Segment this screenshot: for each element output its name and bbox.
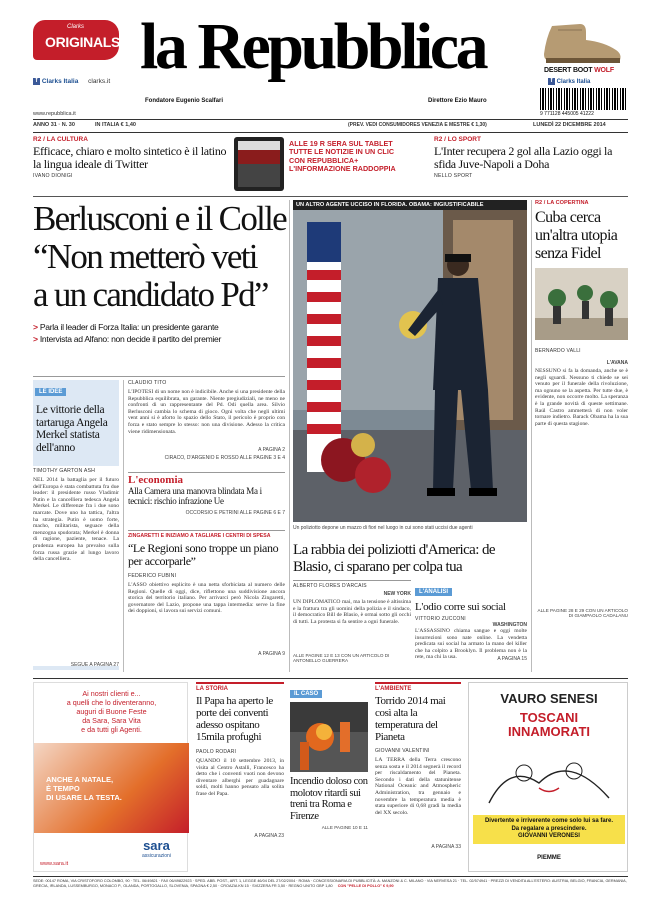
caso-story[interactable] bbox=[290, 682, 368, 872]
sara-logo[interactable] bbox=[142, 838, 171, 859]
issue-date: LUNEDÌ 22 DICEMBRE 2014 bbox=[533, 122, 606, 128]
ambiente-story[interactable] bbox=[375, 682, 461, 872]
lead-story[interactable] bbox=[33, 200, 285, 370]
lead-continued-2: CIRACO, D'ARGENIO E ROSSO ALLE PAGINE 3 E 4 bbox=[164, 455, 285, 461]
fire-train-photo[interactable] bbox=[290, 702, 368, 772]
lead-headline-1: Berlusconi e il Colle bbox=[33, 199, 286, 238]
lead-continued: A PAGINA 2 bbox=[258, 447, 285, 453]
economia-title: Alla Camera una manovra blindata Ma i tecnici: rischio infrazione Ue bbox=[128, 486, 262, 506]
sara-slogan-1: ANCHE A NATALE, bbox=[46, 775, 114, 784]
photo-headline: La rabbia dei poliziotti d'America: de Blasio, ci sparano per colpa tua bbox=[293, 542, 495, 575]
economia-kicker: L'economia bbox=[128, 474, 183, 486]
caso-title: Incendio doloso con molotov ritardi sui treni tra Roma e Firenze bbox=[290, 776, 368, 822]
memorial-photo[interactable] bbox=[293, 210, 527, 522]
sara-line-2: a quelli che lo diventeranno, bbox=[66, 698, 157, 707]
website[interactable]: www.repubblica.it bbox=[33, 111, 76, 117]
sara-ad-greeting bbox=[34, 689, 189, 734]
right-social[interactable] bbox=[548, 78, 590, 85]
le-idee-article[interactable] bbox=[33, 466, 119, 666]
book-title-1: TOSCANI bbox=[519, 710, 579, 725]
footer-text: SEDE: 00147 ROMA, VIA CRISTOFORO COLOMBO, 90 · TEL. 06/49821 · FAX 06/49822923 · SPED. ABB. POST., ART. 1, LEGGE 46/04 DEL 27/02/2004 · ROMA · CONCESSIONARIA DI PUBBLICITÀ: A. MANZONI & C. MILANO · VIA NERVESA 21 · TEL. 02/574941 · PREZZI DI VENDITA ALL'ESTERO: AUSTRIA, BELGIO, FRANCIA, GERMANIA, GRECIA, IRLANDA, LUSSEMBURGO, MONACO P., OLANDA, PORTOGALLO, SLOVENIA, SPAGNA € 2,50 · CROAZIA KN 15 · SVIZZERA FR 3,50 · REGNO UNITO GBP 1,80 bbox=[33, 879, 627, 888]
promo-line-4: L'INFORMAZIONE RADDOPPIA bbox=[289, 164, 396, 174]
teaser-kicker: R2 / LO SPORT bbox=[434, 136, 481, 143]
le-idee-author: TIMOTHY GARTON ASH bbox=[33, 468, 96, 474]
analisi-label: L'ANALISI bbox=[415, 588, 452, 596]
sara-line-3: auguri di Buone Feste bbox=[76, 707, 147, 716]
lead-bullet-1: > Parla il leader di Forza Italia: un presidente garante bbox=[33, 322, 285, 332]
cuba-body: NESSUNO si fa la domanda, anche se è negli sguardi. Nessuno ti chiede se sei venuto per il funerale della rivoluzione, ma ognuno se la aspetta. Per tutte due, è evidente, non occorre molto. La speranza è la grande novità di queste settimane. Raúl Castro ammetterà di non voler tornare indietro. Barack Obama ha la sua parte di questa stagione. bbox=[535, 368, 628, 427]
sara-brand: sara bbox=[143, 838, 170, 853]
boot-brand-text: WOLF bbox=[594, 67, 614, 74]
sara-slogan-2: È TEMPO bbox=[46, 784, 80, 793]
regioni-author: FEDERICO FUBINI bbox=[128, 573, 177, 579]
sara-site[interactable]: www.sara.it bbox=[40, 861, 69, 867]
teaser-author: IVANO DIONIGI bbox=[33, 173, 73, 179]
newspaper-title[interactable]: la Repubblica bbox=[140, 10, 486, 83]
boot-ad-label bbox=[544, 67, 614, 74]
le-idee-continued: SEGUE A PAGINA 27 bbox=[70, 662, 119, 668]
photo-kicker: UN ALTRO AGENTE UCCISO IN FLORIDA. OBAMA: INGIUSTIFICABILE bbox=[293, 200, 527, 210]
storia-author: PAOLO RODARI bbox=[196, 749, 237, 755]
footer-legal bbox=[33, 879, 628, 899]
le-idee-title: Le vittorie della tartaruga Angela Merkel statista dell'anno bbox=[36, 404, 108, 454]
regioni-continued: A PAGINA 9 bbox=[258, 651, 285, 657]
book-illustration bbox=[479, 743, 619, 813]
cuba-author: BERNARDO VALLI bbox=[535, 348, 581, 354]
left-site: clarks.it bbox=[88, 78, 111, 86]
boot-label-text: DESERT BOOT bbox=[544, 67, 593, 74]
sara-brand-sub: assicurazioni bbox=[142, 853, 171, 859]
lead-bullet-2: > Intervista ad Alfano: non decide il partito del premier bbox=[33, 334, 285, 344]
promo-line-3: CON REPUBBLICA+ bbox=[289, 155, 359, 165]
barcode bbox=[540, 88, 628, 110]
footer-extra: CON "PELLE DI POLLO" € 9,90 bbox=[337, 884, 394, 888]
police-dateline: NEW YORK bbox=[383, 591, 411, 597]
vauro-book-ad[interactable] bbox=[468, 682, 628, 872]
promo-line-2: TUTTE LE NOTIZIE IN UN CLIC bbox=[289, 147, 395, 157]
tablet-screen bbox=[238, 141, 280, 187]
cuba-kicker: R2 / LA COPERTINA bbox=[535, 200, 589, 206]
havana-mural-photo[interactable] bbox=[535, 268, 628, 340]
storia-title: Il Papa ha aperto le porte dei conventi adesso ospitano 15mila profughi bbox=[196, 695, 273, 743]
caso-continued: ALLE PAGINE 10 E 11 bbox=[321, 825, 368, 830]
police-continued: ALLE PAGINE 12 E 13 CON UN ARTICOLO DI ANTONELLO GUERRERA bbox=[293, 653, 390, 663]
clarks-originals-badge[interactable] bbox=[33, 20, 119, 60]
book-publisher: PIEMME bbox=[537, 855, 561, 861]
storia-continued: A PAGINA 23 bbox=[254, 833, 284, 839]
ambiente-body: LA TERRA della Terra crescono senza sosta e il 2014 segnerà il record per riscaldamento del Pianeta. Secondo i dati della statunitense National Oceanic and Atmospheric Administration, tra gennaio e novembre la temperatura media è stata superiore di 0,68 gradi la media del XX secolo. bbox=[375, 757, 461, 816]
cuba-continued: ALLE PAGINE 28 E 29 CON UN ARTICOLO DI GIAMPAOLO CADALANU bbox=[537, 608, 628, 618]
analisi-author: VITTORIO ZUCCONI bbox=[415, 616, 466, 622]
masthead bbox=[0, 0, 660, 118]
barcode-number: 9 771128 445005 41222 bbox=[540, 111, 594, 117]
facebook-icon: f bbox=[33, 78, 40, 85]
le-idee-label: LE IDEE bbox=[35, 388, 66, 396]
teaser-title: L'Inter recupera 2 gol alla Lazio oggi la sfida Juve-Napoli a Doha bbox=[434, 144, 613, 171]
sara-assicurazioni-ad[interactable] bbox=[33, 682, 188, 872]
regioni-kicker: ZINGARETTI E INIZIAMO A TAGLIARE I CENTRI DI SPESA bbox=[128, 533, 271, 539]
book-title-2: INNAMORATI bbox=[507, 724, 591, 739]
le-idee-body: NEL 2014 la battaglia per il futuro dell'Europa è stata combattuta fra due leader: il presidente russo Vladimir Putin e la cancelliera tedesca Angela Merkel. Le differenze fra i due sono marcate. Dove uno ha tattica, l'altra ha strategia. Putin è uomo forte, macho, militarista, seguace della menzogna spudorata; Merkel è donna di ragione, paziente, tenace. La prudenza europea ha prevalso sulla forza russa grazie al lungo lavoro della cancelliera. bbox=[33, 477, 119, 563]
analisi-title: L'odio corre sui social bbox=[415, 601, 506, 613]
cuba-title: Cuba cerca un'altra utopia senza Fidel bbox=[535, 209, 618, 262]
analisi-story[interactable] bbox=[415, 580, 527, 670]
ambiente-continued: A PAGINA 33 bbox=[431, 844, 461, 850]
right-social-label: Clarks Italia bbox=[556, 79, 591, 86]
lead-article[interactable] bbox=[128, 380, 285, 470]
ambiente-title: Torrido 2014 mai così alta la temperatura del Pianeta bbox=[375, 695, 446, 743]
lead-body: L'IPOTESI di un nome non è indicibile. Anche si una presidente della Repubblica equilibrata, un garante. Niente pregiudiziali, ne meno ne confronti di un rappresentante del Pd. Odi quella area. Silvio Berlusconi cambia lo schema di gioco. Ogni volta che negli ultimi vent anni si è aforto lo spazio dello Stato, il pericolo è proprio con forza e stato sempre lo stesso: non una divisione. Adesso la critica viene ridimensionata. bbox=[128, 389, 285, 435]
badge-main-label: ORIGINALS bbox=[45, 34, 121, 50]
teaser-title: Efficace, chiaro e molto sintetico è il latino la lingua ideale di Twitter bbox=[33, 144, 227, 171]
promo-line-1: ALLE 19 R SERA SUL TABLET bbox=[289, 139, 393, 148]
book-title bbox=[469, 711, 629, 739]
sara-ad-visual bbox=[34, 743, 189, 833]
teaser-author: NELLO SPORT bbox=[434, 173, 473, 179]
book-endorser: GIOVANNI VERONESI bbox=[518, 833, 580, 839]
sara-line-4: da Sara, Sara Vita bbox=[82, 716, 141, 725]
police-article[interactable] bbox=[293, 583, 411, 671]
left-social[interactable] bbox=[33, 78, 110, 85]
caso-label: IL CASO bbox=[290, 690, 322, 698]
photo-caption: Un poliziotto depone un mazzo di fiori nel luogo in cui sono stati uccisi due agenti bbox=[293, 525, 473, 531]
regioni-title: “Le Regioni sono troppe un piano per accorparle” bbox=[128, 541, 279, 568]
ambiente-label: L'AMBIENTE bbox=[375, 682, 461, 692]
lead-headline-2: “Non metterò veti bbox=[33, 237, 257, 276]
police-body: UN DIPLOMATICO mai, ma la tensione è altissima e la frattura tra gli uomini della polizia e il sindaco, il democratico Bill de Blasio, è ormai sotto gli occhi di tutti. La protesta si fa sentire a ogni funerale. bbox=[293, 599, 411, 625]
economia-story[interactable] bbox=[128, 474, 285, 524]
sara-slogan bbox=[46, 775, 122, 802]
teaser-kicker: R2 / LA CULTURA bbox=[33, 136, 88, 143]
economia-continued: OCCORSIO E PETRINI ALLE PAGINE 6 E 7 bbox=[185, 510, 285, 516]
director: Direttore Ezio Mauro bbox=[428, 98, 487, 104]
teaser-cultura[interactable] bbox=[33, 136, 233, 192]
regioni-story[interactable] bbox=[128, 533, 285, 668]
tablet-promo-image[interactable] bbox=[234, 137, 284, 191]
left-social-label: Clarks Italia bbox=[41, 78, 79, 86]
sara-line-1: Ai nostri clienti e... bbox=[82, 689, 141, 698]
lead-headline-3: a un candidato Pd” bbox=[33, 275, 268, 314]
issue-number: ANNO 31 · N. 30 bbox=[33, 122, 75, 128]
storia-label: LA STORIA bbox=[196, 682, 284, 692]
storia-body: QUANDO il 10 settembre 2013, in visita al Centro Astalli, Francesco ha detto che i conventi vuoti non devono diventare alberghi per guadagnare soldi, molti hanno pensato alla solita frase del Papa. bbox=[196, 758, 284, 797]
badge-small-label: Clarks bbox=[67, 24, 85, 30]
desert-boot-ad[interactable] bbox=[540, 18, 628, 78]
sara-slogan-3: DI USARE LA TESTA. bbox=[46, 793, 122, 802]
teaser-sport[interactable] bbox=[434, 136, 628, 192]
promo-price: (PREV. VEDI CONSUMIDORES VENEZIA E MESTRE € 1,30) bbox=[348, 122, 487, 128]
facebook-icon: f bbox=[548, 78, 555, 85]
police-author: ALBERTO FLORES D'ARCAIS bbox=[293, 583, 367, 589]
book-author: VAURO SENESI bbox=[500, 691, 598, 706]
analisi-body: L'ASSASSINO chiama sangue e oggi molte insurrezioni sono nate online. La vendetta predicata sui social ha armato la mano del killer che ha colpito a Brooklyn. Il problema non è la rete, ma chi la usa. bbox=[415, 628, 527, 661]
book-tagline-2: Da regalare a prescindere. bbox=[511, 825, 587, 832]
book-tagline-1: Divertente e irriverente come solo lui sa fare. bbox=[484, 818, 614, 824]
analisi-dateline: WASHINGTON bbox=[492, 622, 527, 628]
cuba-dateline: L'AVANA bbox=[606, 360, 628, 366]
storia-story[interactable] bbox=[196, 682, 284, 872]
sara-line-5: e da tutti gli Agenti. bbox=[81, 725, 142, 734]
founder: Fondatore Eugenio Scalfari bbox=[145, 98, 224, 104]
ambiente-author: GIOVANNI VALENTINI bbox=[375, 748, 430, 754]
regioni-body: L'ASSO obiettivo esplicito è una netta sforbiciata al numero delle Regioni. Quelle di oggi, dice, riflettono una suddivisione ancora storica del territorio italiano. Per arrivarci però Nicola Zingaretti, governatore del Lazio, propone una tappa intermedia: serve la fine dei doppioni, si lavora sui servizi comuni. bbox=[128, 582, 285, 615]
book-tagline bbox=[473, 815, 625, 844]
analisi-continued: A PAGINA 15 bbox=[497, 656, 527, 662]
boot-icon bbox=[542, 18, 626, 66]
price: IN ITALIA € 1,40 bbox=[95, 122, 136, 128]
cuba-story[interactable] bbox=[535, 200, 628, 672]
lead-author: CLAUDIO TITO bbox=[128, 380, 167, 386]
tablet-promo[interactable] bbox=[289, 140, 424, 190]
